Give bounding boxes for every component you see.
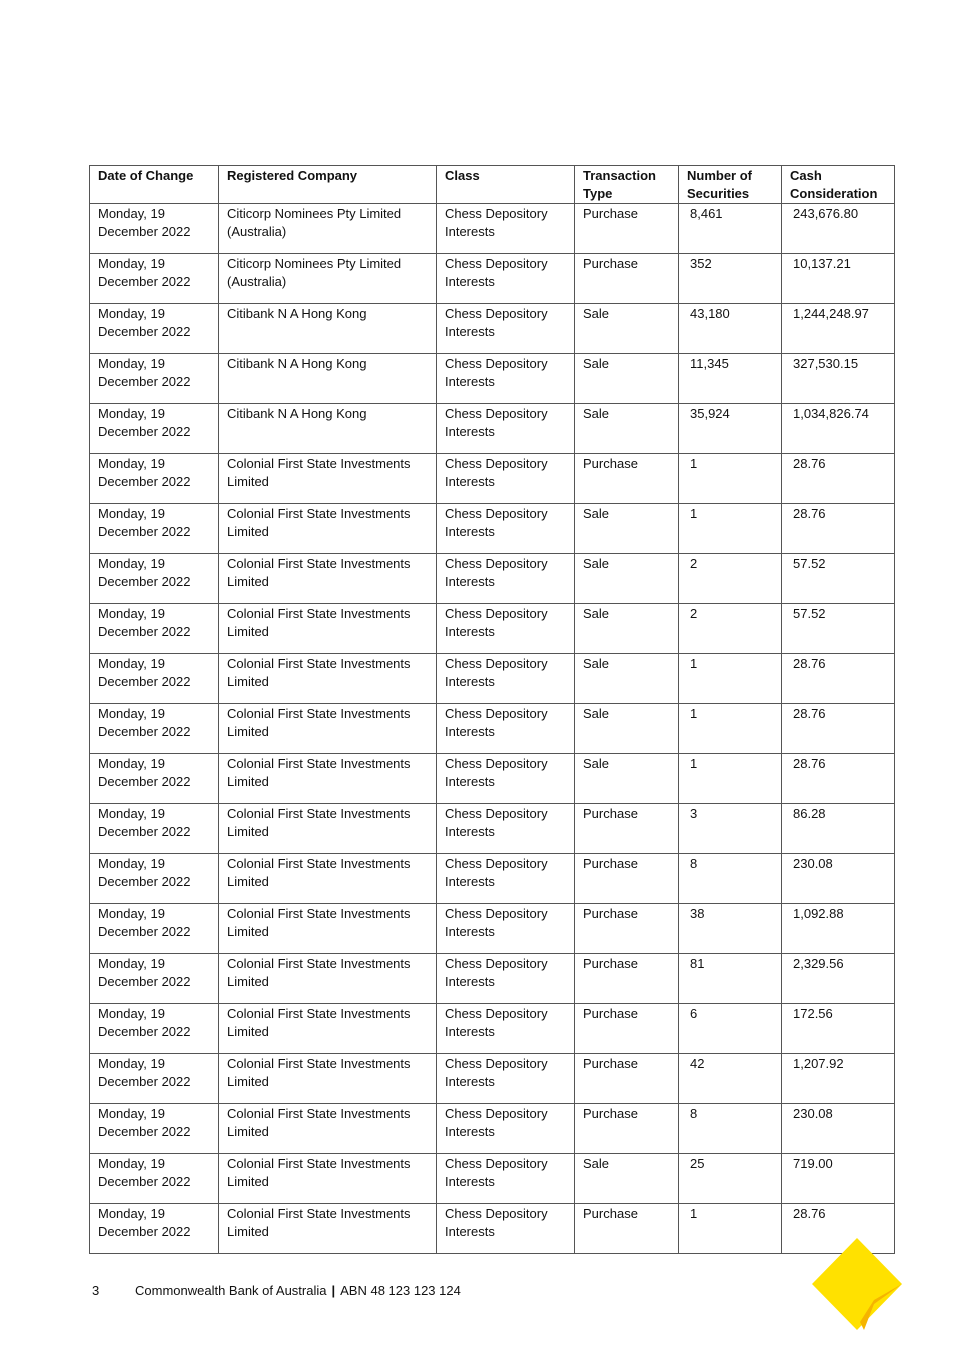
- cell-class: Chess Depository Interests: [437, 904, 575, 954]
- cell-number-of-securities: 1: [679, 454, 782, 504]
- cell-registered-company: Citibank N A Hong Kong: [219, 304, 437, 354]
- cell-transaction-type: Sale: [575, 504, 679, 554]
- cell-date-of-change: Monday, 19 December 2022: [90, 404, 219, 454]
- table-row: [90, 354, 895, 404]
- cell-transaction-type: Purchase: [575, 254, 679, 304]
- cell-class: Chess Depository Interests: [437, 1054, 575, 1104]
- cell-cash-consideration: 28.76: [782, 654, 895, 704]
- cell-cash-consideration: 28.76: [782, 1204, 895, 1254]
- cell-number-of-securities: 1: [679, 754, 782, 804]
- cell-cash-consideration: 28.76: [782, 754, 895, 804]
- cell-registered-company: Colonial First State Investments Limited: [219, 554, 437, 604]
- cell-cash-consideration: 230.08: [782, 1104, 895, 1154]
- table-row: [90, 304, 895, 354]
- cell-number-of-securities: 35,924: [679, 404, 782, 454]
- cell-cash-consideration: 243,676.80: [782, 204, 895, 254]
- cell-class: Chess Depository Interests: [437, 954, 575, 1004]
- footer-abn: ABN 48 123 123 124: [340, 1283, 461, 1298]
- cell-date-of-change: Monday, 19 December 2022: [90, 1054, 219, 1104]
- table-row: [90, 754, 895, 804]
- cell-number-of-securities: 81: [679, 954, 782, 1004]
- table-row: [90, 1154, 895, 1204]
- cell-cash-consideration: 57.52: [782, 604, 895, 654]
- cell-cash-consideration: 1,092.88: [782, 904, 895, 954]
- cell-registered-company: Colonial First State Investments Limited: [219, 654, 437, 704]
- cell-date-of-change: Monday, 19 December 2022: [90, 1004, 219, 1054]
- cell-date-of-change: Monday, 19 December 2022: [90, 1204, 219, 1254]
- table-row: [90, 1054, 895, 1104]
- table-row: [90, 454, 895, 504]
- cell-transaction-type: Purchase: [575, 204, 679, 254]
- cell-registered-company: Colonial First State Investments Limited: [219, 1054, 437, 1104]
- page-number: 3: [92, 1283, 100, 1298]
- cell-transaction-type: Sale: [575, 704, 679, 754]
- cell-date-of-change: Monday, 19 December 2022: [90, 1154, 219, 1204]
- cell-registered-company: Citibank N A Hong Kong: [219, 354, 437, 404]
- table-row: [90, 404, 895, 454]
- cell-transaction-type: Purchase: [575, 1204, 679, 1254]
- cell-number-of-securities: 1: [679, 504, 782, 554]
- cell-date-of-change: Monday, 19 December 2022: [90, 804, 219, 854]
- footer-company-name: Commonwealth Bank of Australia: [135, 1283, 327, 1298]
- transactions-table: [89, 165, 895, 1254]
- cell-transaction-type: Sale: [575, 354, 679, 404]
- table-row: [90, 804, 895, 854]
- cell-transaction-type: Sale: [575, 654, 679, 704]
- cell-cash-consideration: 57.52: [782, 554, 895, 604]
- table-row: [90, 854, 895, 904]
- cell-number-of-securities: 1: [679, 654, 782, 704]
- cell-number-of-securities: 2: [679, 554, 782, 604]
- cell-registered-company: Citicorp Nominees Pty Limited (Australia): [219, 204, 437, 254]
- table-body: [90, 204, 895, 1254]
- header-class: Class: [437, 166, 575, 204]
- cell-class: Chess Depository Interests: [437, 204, 575, 254]
- cell-number-of-securities: 25: [679, 1154, 782, 1204]
- header-registered-company: Registered Company: [219, 166, 437, 204]
- table-header: [90, 166, 895, 204]
- cell-class: Chess Depository Interests: [437, 854, 575, 904]
- table-row: [90, 254, 895, 304]
- table-row: [90, 1104, 895, 1154]
- cell-class: Chess Depository Interests: [437, 304, 575, 354]
- cell-cash-consideration: 10,137.21: [782, 254, 895, 304]
- cell-date-of-change: Monday, 19 December 2022: [90, 204, 219, 254]
- cell-class: Chess Depository Interests: [437, 554, 575, 604]
- cell-registered-company: Colonial First State Investments Limited: [219, 1004, 437, 1054]
- cell-date-of-change: Monday, 19 December 2022: [90, 604, 219, 654]
- cell-transaction-type: Sale: [575, 554, 679, 604]
- header-row: [90, 166, 895, 204]
- table-row: [90, 204, 895, 254]
- cell-number-of-securities: 2: [679, 604, 782, 654]
- header-number-of-securities: Number of Securities: [679, 166, 782, 204]
- cell-number-of-securities: 6: [679, 1004, 782, 1054]
- cell-cash-consideration: 327,530.15: [782, 354, 895, 404]
- cell-class: Chess Depository Interests: [437, 1154, 575, 1204]
- page-footer: [92, 1283, 461, 1298]
- cell-date-of-change: Monday, 19 December 2022: [90, 554, 219, 604]
- cell-date-of-change: Monday, 19 December 2022: [90, 754, 219, 804]
- table-row: [90, 704, 895, 754]
- cell-number-of-securities: 11,345: [679, 354, 782, 404]
- cell-transaction-type: Purchase: [575, 954, 679, 1004]
- cell-date-of-change: Monday, 19 December 2022: [90, 1104, 219, 1154]
- cell-registered-company: Colonial First State Investments Limited: [219, 1104, 437, 1154]
- cell-class: Chess Depository Interests: [437, 704, 575, 754]
- table-row: [90, 954, 895, 1004]
- cell-cash-consideration: 1,244,248.97: [782, 304, 895, 354]
- cell-registered-company: Colonial First State Investments Limited: [219, 854, 437, 904]
- cell-date-of-change: Monday, 19 December 2022: [90, 654, 219, 704]
- cell-date-of-change: Monday, 19 December 2022: [90, 354, 219, 404]
- cell-number-of-securities: 42: [679, 1054, 782, 1104]
- cell-cash-consideration: 86.28: [782, 804, 895, 854]
- table-row: [90, 1204, 895, 1254]
- table-row: [90, 604, 895, 654]
- cell-number-of-securities: 1: [679, 1204, 782, 1254]
- cell-transaction-type: Purchase: [575, 854, 679, 904]
- header-cash-consideration: Cash Consideration: [782, 166, 895, 204]
- cell-registered-company: Colonial First State Investments Limited: [219, 754, 437, 804]
- cell-number-of-securities: 8,461: [679, 204, 782, 254]
- cell-number-of-securities: 43,180: [679, 304, 782, 354]
- cell-date-of-change: Monday, 19 December 2022: [90, 254, 219, 304]
- cell-date-of-change: Monday, 19 December 2022: [90, 454, 219, 504]
- cell-registered-company: Colonial First State Investments Limited: [219, 604, 437, 654]
- table-row: [90, 904, 895, 954]
- cell-cash-consideration: 28.76: [782, 454, 895, 504]
- table-row: [90, 504, 895, 554]
- cell-number-of-securities: 8: [679, 1104, 782, 1154]
- cell-registered-company: Colonial First State Investments Limited: [219, 454, 437, 504]
- cell-class: Chess Depository Interests: [437, 604, 575, 654]
- cell-registered-company: Colonial First State Investments Limited: [219, 1204, 437, 1254]
- cell-class: Chess Depository Interests: [437, 504, 575, 554]
- table-row: [90, 554, 895, 604]
- cell-transaction-type: Purchase: [575, 1104, 679, 1154]
- cell-number-of-securities: 38: [679, 904, 782, 954]
- commbank-diamond-icon: [812, 1238, 902, 1330]
- cell-registered-company: Colonial First State Investments Limited: [219, 504, 437, 554]
- table-row: [90, 654, 895, 704]
- cell-cash-consideration: 172.56: [782, 1004, 895, 1054]
- cell-cash-consideration: 28.76: [782, 504, 895, 554]
- footer-separator: |: [331, 1283, 336, 1298]
- cell-number-of-securities: 1: [679, 704, 782, 754]
- cell-number-of-securities: 8: [679, 854, 782, 904]
- cell-registered-company: Colonial First State Investments Limited: [219, 1154, 437, 1204]
- table-row: [90, 1004, 895, 1054]
- cell-transaction-type: Sale: [575, 1154, 679, 1204]
- cell-transaction-type: Purchase: [575, 1054, 679, 1104]
- cell-date-of-change: Monday, 19 December 2022: [90, 904, 219, 954]
- cell-class: Chess Depository Interests: [437, 804, 575, 854]
- cell-class: Chess Depository Interests: [437, 454, 575, 504]
- cell-class: Chess Depository Interests: [437, 1104, 575, 1154]
- cell-cash-consideration: 719.00: [782, 1154, 895, 1204]
- cell-registered-company: Colonial First State Investments Limited: [219, 804, 437, 854]
- cell-date-of-change: Monday, 19 December 2022: [90, 504, 219, 554]
- cell-registered-company: Colonial First State Investments Limited: [219, 704, 437, 754]
- cell-number-of-securities: 352: [679, 254, 782, 304]
- cell-transaction-type: Sale: [575, 754, 679, 804]
- cell-transaction-type: Purchase: [575, 804, 679, 854]
- cell-transaction-type: Purchase: [575, 1004, 679, 1054]
- cell-registered-company: Colonial First State Investments Limited: [219, 954, 437, 1004]
- cell-class: Chess Depository Interests: [437, 654, 575, 704]
- cell-date-of-change: Monday, 19 December 2022: [90, 854, 219, 904]
- header-transaction-type: Transaction Type: [575, 166, 679, 204]
- cell-transaction-type: Sale: [575, 304, 679, 354]
- cell-class: Chess Depository Interests: [437, 1004, 575, 1054]
- cell-date-of-change: Monday, 19 December 2022: [90, 304, 219, 354]
- cell-cash-consideration: 2,329.56: [782, 954, 895, 1004]
- logo-diamond-shape: [812, 1238, 902, 1330]
- cell-cash-consideration: 1,034,826.74: [782, 404, 895, 454]
- cell-class: Chess Depository Interests: [437, 1204, 575, 1254]
- cell-date-of-change: Monday, 19 December 2022: [90, 954, 219, 1004]
- cell-number-of-securities: 3: [679, 804, 782, 854]
- cell-class: Chess Depository Interests: [437, 754, 575, 804]
- cell-registered-company: Citibank N A Hong Kong: [219, 404, 437, 454]
- cell-transaction-type: Purchase: [575, 454, 679, 504]
- cell-transaction-type: Sale: [575, 604, 679, 654]
- cell-transaction-type: Purchase: [575, 904, 679, 954]
- cell-cash-consideration: 230.08: [782, 854, 895, 904]
- cell-date-of-change: Monday, 19 December 2022: [90, 704, 219, 754]
- header-date-of-change: Date of Change: [90, 166, 219, 204]
- cell-cash-consideration: 28.76: [782, 704, 895, 754]
- cell-registered-company: Citicorp Nominees Pty Limited (Australia): [219, 254, 437, 304]
- cell-class: Chess Depository Interests: [437, 354, 575, 404]
- cell-cash-consideration: 1,207.92: [782, 1054, 895, 1104]
- cell-class: Chess Depository Interests: [437, 404, 575, 454]
- cell-registered-company: Colonial First State Investments Limited: [219, 904, 437, 954]
- cell-transaction-type: Sale: [575, 404, 679, 454]
- cell-class: Chess Depository Interests: [437, 254, 575, 304]
